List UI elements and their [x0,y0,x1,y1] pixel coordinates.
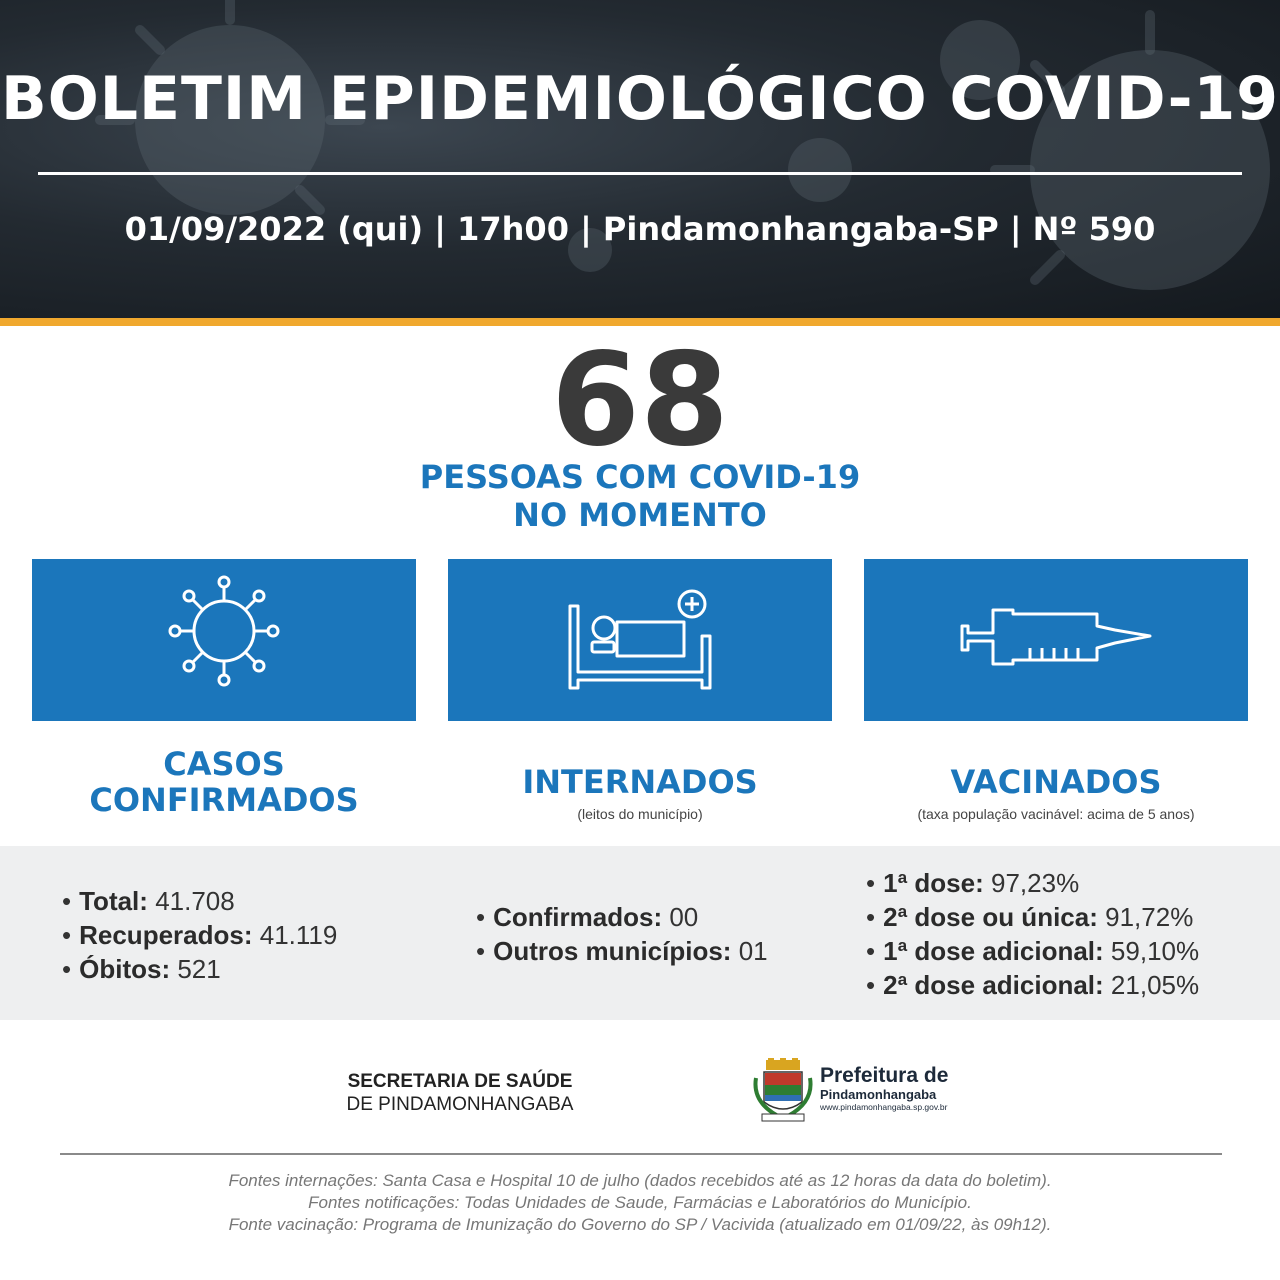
title-divider [38,172,1242,175]
accent-bar [0,318,1280,326]
internados-title: INTERNADOS [522,763,758,801]
active-cases-caption-line2: NO MOMENTO [513,496,767,534]
stat-value: 521 [177,954,221,984]
bulletin-subtitle: 01/09/2022 (qui) | 17h00 | Pindamonhangaba-SP | Nº 590 [124,210,1156,248]
prefeitura-url: www.pindamonhangaba.sp.gov.br [820,1102,948,1112]
stat-label: 2ª dose ou única: [883,902,1098,932]
active-cases-number: 68 [550,326,730,475]
list-item: • 1ª dose: 97,23% [866,868,1080,898]
hospital-bed-icon [448,559,832,721]
prefeitura-line2: Pindamonhangaba [820,1087,937,1102]
prefeitura-logo-text [820,1065,948,1112]
city-coat-of-arms-icon [752,1058,814,1126]
vacinados-note: (taxa população vacinável: acima de 5 anos) [917,806,1195,822]
stat-label: 2ª dose adicional: [883,970,1104,1000]
vacinados-stats-list [866,866,1199,1002]
secretaria-line2: DE PINDAMONHANGABA [346,1094,574,1115]
footer-divider [60,1153,1222,1155]
stat-label: Confirmados: [493,902,663,932]
source-line: Fonte vacinação: Programa de Imunização do Governo do SP / Vacivida (atualizado em 01/09/22, às 09h12). [228,1215,1052,1234]
sources-note [0,1170,1280,1236]
list-item: • 1ª dose adicional: 59,10% [866,936,1200,966]
stat-value: 01 [738,936,768,966]
internados-stats-list [476,900,768,968]
card-internados [448,559,832,721]
list-item: • Recuperados: 41.119 [62,920,338,950]
stat-value: 41.708 [155,886,235,916]
source-line: Fontes internações: Santa Casa e Hospital 10 de julho (dados recebidos até as 12 horas da data do boletim). [228,1171,1052,1190]
secretaria-logo-text [300,1070,620,1116]
stat-label: 1ª dose: [883,868,984,898]
syringe-icon [864,559,1248,721]
stat-value: 59,10% [1110,936,1200,966]
stat-value: 41.119 [259,920,338,950]
internados-note: (leitos do município) [577,806,703,822]
stat-value: 21,05% [1110,970,1200,1000]
list-item: • Outros municípios: 01 [476,936,768,966]
list-item: • Confirmados: 00 [476,902,699,932]
casos-title-line2: CONFIRMADOS [89,781,359,819]
secretaria-line1: SECRETARIA DE SAÚDE [347,1071,573,1092]
stat-label: Outros municípios: [493,936,732,966]
casos-stats-list [62,884,337,986]
stat-value: 97,23% [991,868,1080,898]
card-casos [32,559,416,721]
casos-title-line1: CASOS [163,745,285,783]
page-title: BOLETIM EPIDEMIOLÓGICO COVID-19 [0,64,1280,134]
header-banner [0,0,1280,318]
stat-label: 1ª dose adicional: [883,936,1104,966]
list-item: • 2ª dose adicional: 21,05% [866,970,1200,1000]
list-item: • Total: 41.708 [62,886,235,916]
stat-label: Total: [79,886,148,916]
source-line: Fontes notificações: Todas Unidades de Saude, Farmácias e Laboratórios do Município. [308,1193,972,1212]
list-item: • 2ª dose ou única: 91,72% [866,902,1194,932]
virus-background-icon [0,0,1280,318]
card-vacinados [864,559,1248,721]
stat-label: Recuperados: [79,920,253,950]
vacinados-title: VACINADOS [950,763,1162,801]
prefeitura-line1: Prefeitura de [820,1064,949,1087]
list-item: • Óbitos: 521 [62,954,221,984]
virus-icon [32,559,416,721]
casos-title [24,746,424,818]
active-cases-caption-line1: PESSOAS COM COVID-19 [419,458,861,496]
stat-value: 91,72% [1105,902,1194,932]
active-cases-caption [0,458,1280,534]
stat-value: 00 [669,902,699,932]
stat-label: Óbitos: [79,954,171,984]
